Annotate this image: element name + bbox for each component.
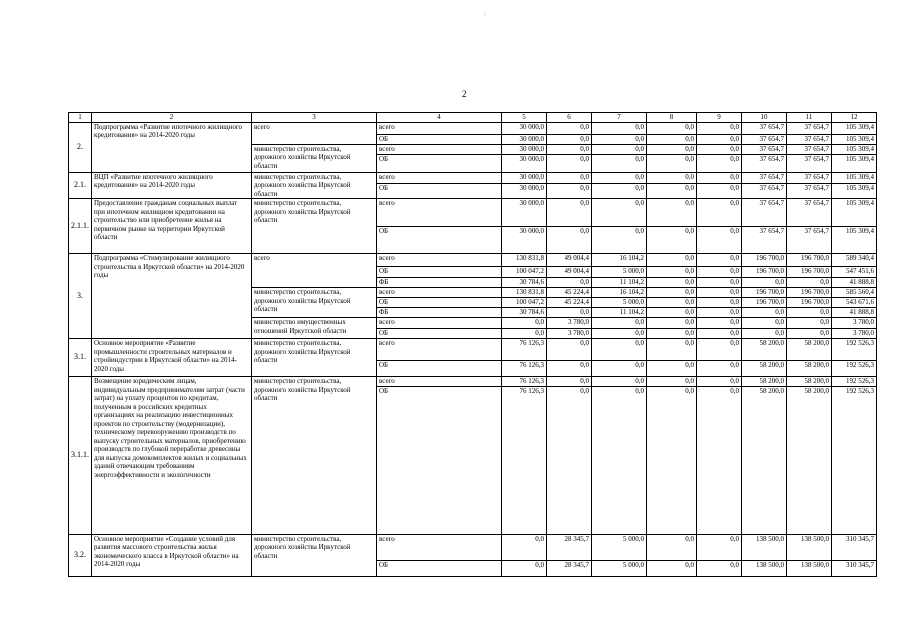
amount-cell: 0,0 [697,308,742,318]
amount-cell: 0,0 [547,308,592,318]
amount-cell: 76 126,3 [502,361,547,377]
header-cell: 9 [697,113,742,123]
executor: министерство строительства, дорожного хозяйства Иркутской области [252,199,377,254]
amount-cell: 0,0 [647,560,697,576]
amount-cell: 58 200,0 [742,361,787,377]
executor: всего [252,254,377,288]
amount-cell: 37 654,7 [742,184,787,199]
amount-cell: 0,0 [547,339,592,361]
page-number: 2 [462,89,467,99]
amount-cell: 0,0 [697,534,742,560]
amount-cell: 0,0 [697,134,742,144]
amount-cell: 0,0 [592,227,647,254]
amount-cell: 0,0 [592,339,647,361]
amount-cell: 0,0 [592,318,647,329]
row-number: 3. [69,254,92,339]
amount-cell: 0,0 [697,184,742,199]
amount-cell: 37 654,7 [787,154,832,172]
amount-cell: 196 700,0 [787,298,832,308]
executor: министерство строительства, дорожного хозяйства Иркутской области [252,144,377,172]
amount-cell: 0,0 [697,318,742,329]
amount-cell: 0,0 [547,377,592,387]
amount-cell: 0,0 [787,308,832,318]
amount-cell: 0,0 [697,377,742,387]
amount-cell: 0,0 [592,144,647,154]
amount-cell: 0,0 [647,288,697,298]
row-name: Подпрограмма «Стимулирование жилищного строительства в Иркутской области» на 2014-2020 годы [92,254,252,339]
amount-cell: 0,0 [547,199,592,227]
budget-table [68,112,877,577]
amount-cell: 0,0 [742,278,787,288]
row-name: Основное мероприятие «Развитие промышленности строительных материалов и стройиндустрии в Иркутской области» на 2014-2020 годы [92,339,252,377]
amount-cell: 30 000,0 [502,184,547,199]
amount-cell: 196 700,0 [742,288,787,298]
amount-cell: 45 224,4 [547,298,592,308]
amount-cell: 58 200,0 [787,377,832,387]
funding-source: всего [377,318,502,329]
amount-cell: 0,0 [592,199,647,227]
amount-cell: 11 104,2 [592,278,647,288]
amount-cell: 3 780,0 [832,318,877,329]
amount-cell: 45 224,4 [547,288,592,298]
amount-cell: 589 340,4 [832,254,877,267]
amount-cell: 30 000,0 [502,134,547,144]
amount-cell: 76 126,3 [502,377,547,387]
amount-cell: 547 451,6 [832,267,877,278]
header-cell: 1 [69,113,92,123]
amount-cell: 0,0 [742,308,787,318]
amount-cell: 138 500,0 [742,534,787,560]
amount-cell: 310 345,7 [832,534,877,560]
amount-cell: 30 784,6 [502,308,547,318]
amount-cell: 196 700,0 [787,267,832,278]
amount-cell: 0,0 [592,172,647,184]
amount-cell: 28 345,7 [547,534,592,560]
amount-cell: 0,0 [547,184,592,199]
amount-cell: 0,0 [547,278,592,288]
funding-source: ФБ [377,278,502,288]
amount-cell: 196 700,0 [787,288,832,298]
executor: министерство строительства, дорожного хозяйства Иркутской области [252,288,377,318]
funding-source: всего [377,288,502,298]
amount-cell: 37 654,7 [742,144,787,154]
funding-source: всего [377,172,502,184]
amount-cell: 0,0 [647,184,697,199]
amount-cell: 192 526,3 [832,361,877,377]
amount-cell: 0,0 [647,298,697,308]
table-row [69,377,877,387]
amount-cell: 0,0 [647,227,697,254]
amount-cell: 0,0 [592,184,647,199]
header-cell: 3 [252,113,377,123]
amount-cell: 0,0 [647,122,697,134]
funding-source: ОБ [377,227,502,254]
amount-cell: 0,0 [697,298,742,308]
executor: министерство строительства, дорожного хозяйства Иркутской области [252,534,377,576]
funding-source: ОБ [377,560,502,576]
funding-source: ФБ [377,308,502,318]
amount-cell: 0,0 [697,386,742,534]
row-name: Возмещение юридическим лицам, индивидуальным предпринимателям затрат (части затрат) на уплату процентов по кредитам, полученным в российских кредитных организациях на реализацию инвестиционных проектов по строительству (модернизации), техническому перевооружению производств по выпуску строительных материалов, приобретению производств по глубокой переработке древесины для выпуска домокомплектов жилых и социальных зданий отвечающим требованиям энергоэффективности и экологичности [92,377,252,535]
amount-cell: 0,0 [697,254,742,267]
amount-cell: 0,0 [547,227,592,254]
amount-cell: 105 309,4 [832,154,877,172]
amount-cell: 105 309,4 [832,122,877,134]
funding-source: ОБ [377,267,502,278]
amount-cell: 76 126,3 [502,386,547,534]
amount-cell: 30 000,0 [502,227,547,254]
amount-cell: 58 200,0 [742,386,787,534]
amount-cell: 0,0 [697,199,742,227]
amount-cell: 0,0 [697,329,742,339]
amount-cell: 0,0 [502,329,547,339]
table-row [69,122,877,134]
funding-source: всего [377,254,502,267]
amount-cell: 0,0 [647,144,697,154]
amount-cell: 130 831,8 [502,288,547,298]
amount-cell: 30 000,0 [502,172,547,184]
header-cell: 4 [377,113,502,123]
amount-cell: 0,0 [647,308,697,318]
amount-cell: 37 654,7 [787,144,832,154]
funding-source: ОБ [377,184,502,199]
amount-cell: 138 500,0 [787,534,832,560]
amount-cell: 0,0 [547,122,592,134]
amount-cell: 105 309,4 [832,172,877,184]
row-number: 3.2. [69,534,92,576]
funding-source: ОБ [377,386,502,534]
amount-cell: 196 700,0 [787,254,832,267]
amount-cell: 0,0 [647,534,697,560]
amount-cell: 58 200,0 [742,377,787,387]
funding-source: всего [377,534,502,560]
amount-cell: 30 000,0 [502,154,547,172]
amount-cell: 0,0 [697,278,742,288]
amount-cell: 58 200,0 [787,361,832,377]
row-name: Основное мероприятие «Создание условий для развития массового строительства жилья экономического класса в Иркутской области» на 2014-2020 годы [92,534,252,576]
amount-cell: 543 671,6 [832,298,877,308]
amount-cell: 0,0 [502,560,547,576]
amount-cell: 0,0 [547,154,592,172]
amount-cell: 28 345,7 [547,560,592,576]
amount-cell: 76 126,3 [502,339,547,361]
funding-source: всего [377,199,502,227]
amount-cell: 58 200,0 [787,339,832,361]
row-number: 3.1.1. [69,377,92,535]
amount-cell: 0,0 [697,560,742,576]
amount-cell: 30 784,6 [502,278,547,288]
amount-cell: 30 000,0 [502,122,547,134]
funding-source: ОБ [377,134,502,144]
amount-cell: 37 654,7 [742,199,787,227]
amount-cell: 0,0 [647,254,697,267]
amount-cell: 0,0 [592,122,647,134]
amount-cell: 0,0 [697,144,742,154]
amount-cell: 100 047,2 [502,298,547,308]
amount-cell: 37 654,7 [742,134,787,144]
amount-cell: 0,0 [742,318,787,329]
corner-mark: / [484,12,486,18]
amount-cell: 0,0 [547,144,592,154]
funding-source: ОБ [377,298,502,308]
amount-cell: 105 309,4 [832,227,877,254]
amount-cell: 0,0 [592,154,647,172]
amount-cell: 196 700,0 [742,267,787,278]
amount-cell: 0,0 [787,278,832,288]
amount-cell: 58 200,0 [787,386,832,534]
amount-cell: 585 560,4 [832,288,877,298]
funding-source: всего [377,339,502,361]
amount-cell: 0,0 [647,199,697,227]
amount-cell: 0,0 [647,154,697,172]
amount-cell: 3 780,0 [547,318,592,329]
amount-cell: 0,0 [547,134,592,144]
amount-cell: 0,0 [697,267,742,278]
table-row [69,534,877,560]
amount-cell: 11 104,2 [592,308,647,318]
row-number: 3.1. [69,339,92,377]
table-row [69,254,877,267]
header-row [69,113,877,123]
table-row [69,339,877,361]
amount-cell: 0,0 [697,288,742,298]
funding-source: ОБ [377,154,502,172]
amount-cell: 0,0 [547,386,592,534]
amount-cell: 192 526,3 [832,377,877,387]
amount-cell: 196 700,0 [742,254,787,267]
amount-cell: 0,0 [742,329,787,339]
header-cell: 5 [502,113,547,123]
amount-cell: 0,0 [647,267,697,278]
row-name: Предоставление гражданам социальных выплат при ипотечном жилищном кредитовании на строительство или приобретение жилья на первичном рынке на территории Иркутской области [92,199,252,254]
amount-cell: 0,0 [787,318,832,329]
amount-cell: 0,0 [647,329,697,339]
amount-cell: 37 654,7 [742,154,787,172]
table-row [69,172,877,184]
amount-cell: 105 309,4 [832,184,877,199]
amount-cell: 0,0 [647,172,697,184]
amount-cell: 0,0 [787,329,832,339]
amount-cell: 196 700,0 [742,298,787,308]
amount-cell: 49 004,4 [547,254,592,267]
amount-cell: 0,0 [592,377,647,387]
amount-cell: 5 000,0 [592,298,647,308]
row-number: 2.1. [69,172,92,199]
table-row [69,199,877,227]
amount-cell: 41 888,8 [832,308,877,318]
header-cell: 2 [92,113,252,123]
amount-cell: 105 309,4 [832,199,877,227]
amount-cell: 130 831,8 [502,254,547,267]
executor: всего [252,122,377,144]
executor: министерство имущественных отношений Иркутской области [252,318,377,339]
amount-cell: 0,0 [647,339,697,361]
amount-cell: 3 780,0 [832,329,877,339]
row-number: 2.1.1. [69,199,92,254]
amount-cell: 0,0 [647,386,697,534]
amount-cell: 0,0 [647,278,697,288]
amount-cell: 0,0 [697,361,742,377]
header-cell: 8 [647,113,697,123]
amount-cell: 138 500,0 [787,560,832,576]
funding-source: ОБ [377,361,502,377]
amount-cell: 0,0 [592,386,647,534]
amount-cell: 37 654,7 [787,199,832,227]
executor: министерство строительства, дорожного хозяйства Иркутской области [252,339,377,377]
amount-cell: 49 004,4 [547,267,592,278]
row-name: Подпрограмма «Развитие ипотечного жилищного кредитования» на 2014-2020 годы [92,122,252,172]
amount-cell: 3 780,0 [547,329,592,339]
amount-cell: 37 654,7 [787,122,832,134]
amount-cell: 0,0 [502,534,547,560]
header-cell: 12 [832,113,877,123]
amount-cell: 30 000,0 [502,199,547,227]
header-cell: 11 [787,113,832,123]
executor: министерство строительства, дорожного хозяйства Иркутской области [252,172,377,199]
amount-cell: 5 000,0 [592,267,647,278]
amount-cell: 37 654,7 [742,172,787,184]
funding-source: всего [377,144,502,154]
header-cell: 10 [742,113,787,123]
amount-cell: 0,0 [547,361,592,377]
amount-cell: 16 104,2 [592,288,647,298]
amount-cell: 0,0 [647,377,697,387]
amount-cell: 5 000,0 [592,560,647,576]
row-name: ВЦП «Развитие ипотечного жилищного кредитования» на 2014-2020 годы [92,172,252,199]
amount-cell: 37 654,7 [742,227,787,254]
amount-cell: 0,0 [592,134,647,144]
executor: министерство строительства, дорожного хозяйства Иркутской области [252,377,377,535]
amount-cell: 0,0 [647,318,697,329]
amount-cell: 37 654,7 [787,134,832,144]
amount-cell: 37 654,7 [742,122,787,134]
header-cell: 7 [592,113,647,123]
row-number: 2. [69,122,92,172]
amount-cell: 100 047,2 [502,267,547,278]
amount-cell: 37 654,7 [787,227,832,254]
amount-cell: 37 654,7 [787,172,832,184]
funding-source: всего [377,377,502,387]
amount-cell: 138 500,0 [742,560,787,576]
amount-cell: 192 526,3 [832,339,877,361]
amount-cell: 30 000,0 [502,144,547,154]
amount-cell: 0,0 [697,339,742,361]
amount-cell: 0,0 [592,329,647,339]
amount-cell: 16 104,2 [592,254,647,267]
amount-cell: 192 526,3 [832,386,877,534]
amount-cell: 41 888,8 [832,278,877,288]
funding-source: всего [377,122,502,134]
amount-cell: 105 309,4 [832,144,877,154]
amount-cell: 37 654,7 [787,184,832,199]
funding-source: ОБ [377,329,502,339]
amount-cell: 105 309,4 [832,134,877,144]
amount-cell: 0,0 [647,134,697,144]
amount-cell: 5 000,0 [592,534,647,560]
amount-cell: 0,0 [647,361,697,377]
amount-cell: 0,0 [697,122,742,134]
header-cell: 6 [547,113,592,123]
amount-cell: 0,0 [547,172,592,184]
amount-cell: 58 200,0 [742,339,787,361]
amount-cell: 0,0 [697,227,742,254]
amount-cell: 0,0 [697,172,742,184]
amount-cell: 0,0 [502,318,547,329]
amount-cell: 0,0 [697,154,742,172]
amount-cell: 0,0 [592,361,647,377]
amount-cell: 310 345,7 [832,560,877,576]
